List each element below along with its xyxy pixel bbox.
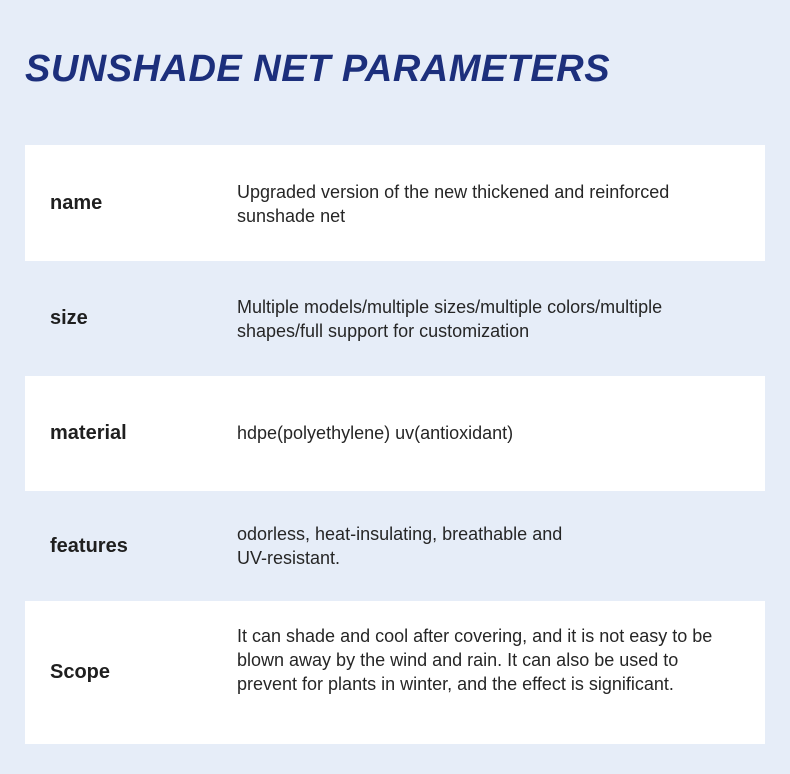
- parameter-value: Upgraded version of the new thickened and reinforced sunshade net: [237, 182, 670, 226]
- parameter-label: Scope: [50, 661, 111, 683]
- parameter-row-size: [25, 261, 765, 376]
- parameter-row-material: [25, 376, 765, 491]
- parameter-label: material: [50, 422, 127, 444]
- parameter-row-features: [25, 491, 765, 601]
- parameter-label: size: [50, 307, 88, 329]
- parameter-row-scope: [25, 601, 765, 744]
- parameter-value: odorless, heat-insulating, breathable and UV-resistant.: [237, 524, 563, 568]
- parameter-label: features: [50, 534, 128, 557]
- page-title: SUNSHADE NET PARAMETERS: [25, 48, 611, 90]
- parameter-row-name: [25, 145, 765, 261]
- parameter-value: Multiple models/multiple sizes/multiple colors/multiple shapes/full support for customization: [237, 297, 663, 341]
- parameter-value: It can shade and cool after covering, and it is not easy to be blown away by the wind and rain. It can also be used to prevent for plants in winter, and the effect is significant.: [237, 626, 713, 694]
- parameter-value: hdpe(polyethylene) uv(antioxidant): [237, 423, 514, 443]
- parameter-label: name: [50, 191, 103, 214]
